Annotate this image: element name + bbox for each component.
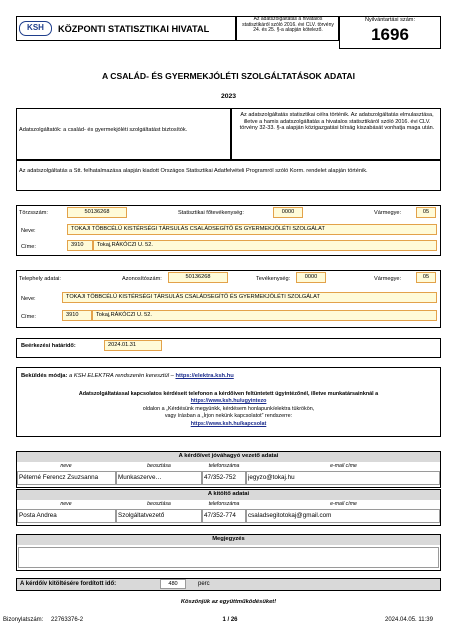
respondent-name-field[interactable]: TOKAJI TÖBBCÉLÚ KISTÉRSÉGI TÁRSULÁS CSALÁDSEGÍTŐ ÉS GYERMEKJÓLÉTI SZOLGÁLAT [67, 224, 437, 235]
filler-col-email: e-mail címe [330, 501, 357, 507]
tax-number-label: Törzsszám: [19, 210, 48, 216]
site-id-field[interactable]: 50136268 [168, 272, 228, 283]
help-line2: oldalon a „Kérdésünk megyünkk, kérdésem honlapunk/elektra tükrökön, [142, 406, 315, 412]
signer-col-title: beosztása [147, 463, 171, 469]
site-county-label: Vármegye: [374, 276, 402, 282]
ksh-logo [19, 21, 52, 36]
site-zip-field[interactable]: 3910 [62, 310, 92, 321]
providers-box [16, 108, 231, 160]
respondent-name-label: Neve: [21, 228, 36, 234]
signer-col-phone: telefonszáma [208, 463, 240, 469]
respondent-address-label: Címe: [21, 244, 36, 250]
time-label: A kérdőív kitöltésére fordított idő: [20, 581, 117, 587]
help-link1-row [16, 398, 441, 404]
deadline-box [16, 338, 441, 358]
time-unit: perc [198, 581, 210, 587]
help-link2-row [16, 421, 441, 427]
thanks-text: Köszönjük az együttműködésüket! [180, 599, 277, 605]
filler-col-name: neve [60, 501, 72, 507]
filler-col-title: beosztása [147, 501, 171, 507]
filler-title: Szolgáltatvezető [118, 512, 165, 519]
notes-textarea[interactable] [18, 547, 439, 568]
respondent-street-field[interactable]: Tokaj,RÁKÓCZI U. 52. [93, 240, 437, 251]
signer-title: Munkaszerve… [118, 474, 162, 481]
county-label: Vármegye: [374, 210, 402, 216]
footer-timestamp: 2024.04.05. 11:39 [385, 617, 433, 623]
confidentiality-text: Az adatszolgáltatás statisztikai célra történik. Az adatszolgáltatás elmulasztása, illetve a hamis adatszolgáltatás a hivatalos statisztikáról szóló 2016. évi CLV. törvény 32-33. §-a alapján közigazgatási bírság kiszabását vonhatja maga után. [239, 112, 435, 131]
site-name-label: Neve: [21, 296, 36, 302]
contact-form-link[interactable]: https://www.ksh.hu/kapcsolat [190, 421, 267, 427]
respondent-zip-field[interactable]: 3910 [67, 240, 93, 251]
site-name-field[interactable]: TOKAJI TÖBBCÉLÚ KISTÉRSÉGI TÁRSULÁS CSALÁDSEGÍTŐ ÉS GYERMEKJÓLÉTI SZOLGÁLAT [62, 292, 437, 303]
filler-section-title: A kitöltő adatai [17, 490, 440, 500]
registry-number: 1696 [371, 25, 409, 44]
site-id-label: Azonosítószám: [122, 276, 162, 282]
site-address-label: Címe: [21, 314, 36, 320]
submission-mode-label: Beküldés módja: [21, 373, 68, 379]
receipt-label: Bizonylatszám: [3, 617, 44, 623]
submission-mode-text: a KSH ELEKTRA rendszerén keresztül – [69, 373, 174, 379]
page-title: A CSALÁD- ÉS GYERMEKJÓLÉTI SZOLGÁLTATÁSOK ADATAI [101, 71, 356, 81]
ostap-text: Az adatszolgáltatás a Stt. felhatalmazása alapján kiadott Országos Statisztikai Adatfelvételi Programról szóló Korm. rendelet alapján történik. [19, 168, 368, 174]
help-line1: Adatszolgáltatással kapcsolatos kérdéseit telefonon a kérdőíven feltüntetett ügyintézőnél, illetve munkatársainknál a [78, 391, 379, 397]
site-label: Telephely adatai: [19, 276, 61, 282]
ksh-logo-text: KSH [27, 23, 44, 32]
county-field[interactable]: 05 [416, 207, 436, 218]
notes-section-title: Megjegyzés [17, 535, 440, 545]
signer-section-title: A kérdőívet jóváhagyó vezető adatai [17, 452, 440, 462]
office-name: KÖZPONTI STATISZTIKAI HIVATAL [58, 24, 210, 34]
contact-person-link[interactable]: https://www.ksh.hu/ugyintezo [190, 398, 267, 404]
signer-col-email: e-mail címe [330, 463, 357, 469]
registry-label: Nyilvántartási szám: [364, 17, 416, 23]
site-activity-field[interactable]: 0000 [296, 272, 326, 283]
site-county-field[interactable]: 05 [416, 272, 436, 283]
signer-email: jegyzo@tokaj.hu [248, 474, 295, 481]
tax-number-field[interactable]: 50136268 [67, 207, 127, 218]
submission-mode-line [21, 373, 234, 379]
providers-text: Adatszolgáltatók: a család- és gyermekjóléti szolgáltatást biztosítók. [19, 127, 188, 133]
footer-receipt [3, 617, 83, 623]
survey-year: 2023 [220, 93, 237, 100]
filler-email: csaladsegitotokaj@gmail.com [248, 512, 332, 519]
time-field[interactable]: 480 [160, 579, 186, 589]
main-activity-field[interactable]: 0000 [273, 207, 303, 218]
site-street-field[interactable]: Tokaj,RÁKÓCZI U. 52. [92, 310, 437, 321]
filler-name: Posta Andrea [19, 512, 57, 519]
signer-name: Péterné Ferencz Zsuzsanna [19, 474, 99, 481]
main-activity-label: Statisztikai főtevékenység: [178, 210, 244, 216]
site-activity-label: Tevékenység: [256, 276, 291, 282]
legal-note: Az adatszolgáltatás a hivatalos statisztikáról szóló 2016. évi CLV. törvény 24. és 25. §-a alapján kötelező. [242, 16, 334, 34]
page-number: 1 / 26 [222, 617, 238, 623]
filler-phone: 47/352-774 [204, 512, 236, 519]
receipt-value: 22763376-2 [51, 617, 84, 623]
signer-col-name: neve [60, 463, 72, 469]
filler-col-phone: telefonszáma [208, 501, 240, 507]
ostap-box [16, 160, 441, 191]
signer-phone: 47/352-752 [204, 474, 236, 481]
deadline-label: Beérkezési határidő: [21, 343, 76, 349]
help-line3: vagy írásban a „Írjon nekünk kapcsolatot” rendszerre: [164, 413, 293, 419]
elektra-link[interactable]: https://elektra.ksh.hu [175, 373, 234, 379]
deadline-field[interactable]: 2024.01.31 [104, 340, 162, 351]
